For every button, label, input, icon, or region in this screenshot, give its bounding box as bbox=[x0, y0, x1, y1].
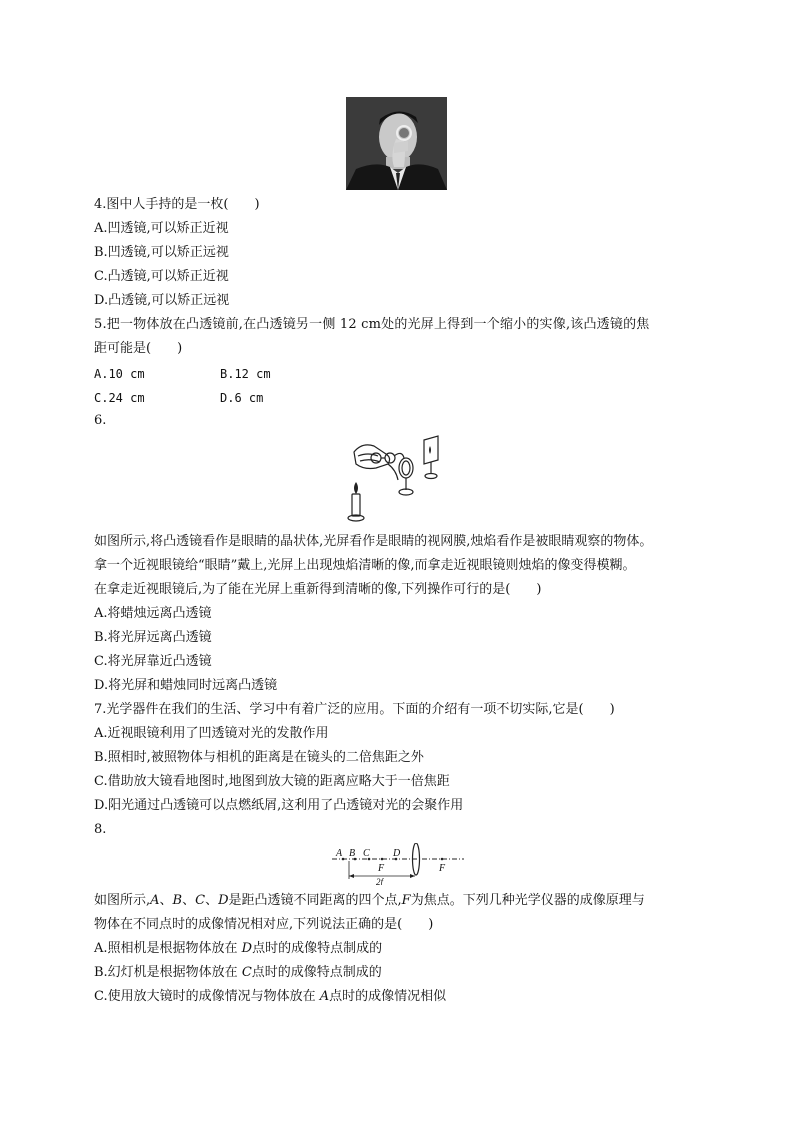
q8-option-b bbox=[94, 964, 382, 982]
q8-option-a-point: D bbox=[241, 941, 253, 956]
point-a: A bbox=[150, 893, 160, 908]
q4-option-d: D.凸透镜,可以矫正远视 bbox=[94, 293, 230, 308]
q8-option-c-point: A bbox=[319, 989, 330, 1004]
lens-points-figure bbox=[330, 843, 466, 889]
q4-option-c: C.凸透镜,可以矫正近视 bbox=[94, 269, 229, 284]
label-f-left: F bbox=[378, 863, 385, 874]
q8-option-b-point: C bbox=[241, 965, 252, 980]
q5-option-a: A.10 cm bbox=[94, 367, 145, 381]
q5-stem-line2: 距可能是( ) bbox=[94, 341, 183, 356]
q6-text-line1: 如图所示,将凸透镜看作是眼睛的晶状体,光屏看作是眼睛的视网膜,烛焰看作是被眼睛观察的物体。 bbox=[94, 534, 653, 549]
q8-option-a bbox=[94, 940, 382, 958]
lens-candle-screen-figure bbox=[346, 434, 450, 530]
q6-text-line3: 在拿走近视眼镜后,为了能在光屏上重新得到清晰的像,下列操作可行的是( ) bbox=[94, 582, 542, 597]
q8-option-a-post: 点时的成像特点制成的 bbox=[252, 941, 383, 956]
label-d: D bbox=[393, 848, 401, 859]
q5-option-b: B.12 cm bbox=[220, 367, 271, 381]
q8-text-line1: 如图所示,A、B、C、D是距凸透镜不同距离的四个点,F为焦点。下列几种光学仪器的成像原理与 bbox=[94, 893, 645, 908]
q8-option-c-pre: C.使用放大镜时的成像情况与物体放在 bbox=[94, 989, 320, 1004]
focus-symbol: F bbox=[401, 893, 411, 908]
q8-option-b-pre: B.幻灯机是根据物体放在 bbox=[94, 965, 242, 980]
q8-option-b-post: 点时的成像特点制成的 bbox=[251, 965, 382, 980]
q4-option-b: B.凹透镜,可以矫正远视 bbox=[94, 245, 229, 260]
q7-option-b: B.照相时,被照物体与相机的距离是在镜头的二倍焦距之外 bbox=[94, 750, 424, 765]
q6-option-b: B.将光屏远离凸透镜 bbox=[94, 630, 212, 645]
label-a: A bbox=[336, 848, 343, 859]
q8-option-c-post: 点时的成像情况相似 bbox=[329, 989, 447, 1004]
q6-text-line2: 拿一个近视眼镜给“眼睛”戴上,光屏上出现烛焰清晰的像,而拿走近视眼镜则烛焰的像变得模糊。 bbox=[94, 558, 636, 573]
point-b: B bbox=[172, 893, 183, 908]
q6-number: 6. bbox=[94, 413, 107, 428]
q7-option-d: D.阳光通过凸透镜可以点燃纸屑,这利用了凸透镜对光的会聚作用 bbox=[94, 798, 464, 813]
q7-option-a: A.近视眼镜利用了凹透镜对光的发散作用 bbox=[94, 726, 329, 741]
q8-option-a-pre: A.照相机是根据物体放在 bbox=[94, 941, 242, 956]
q5-option-c: C.24 cm bbox=[94, 391, 145, 405]
man-with-lens-photo bbox=[346, 97, 447, 190]
q5-option-d: D.6 cm bbox=[220, 391, 264, 405]
q5-stem-line1: 5.把一物体放在凸透镜前,在凸透镜另一侧 12 cm处的光屏上得到一个缩小的实像,该凸透镜的焦 bbox=[94, 317, 650, 332]
label-2f: 2f bbox=[376, 877, 384, 885]
label-b: B bbox=[349, 848, 356, 859]
q7-stem: 7.光学器件在我们的生活、学习中有着广泛的应用。下面的介绍有一项不切实际,它是( ) bbox=[94, 702, 615, 717]
point-c: C bbox=[195, 893, 206, 908]
q6-option-a: A.将蜡烛远离凸透镜 bbox=[94, 606, 212, 621]
label-f-right: F bbox=[439, 863, 446, 874]
q4-stem: 4.图中人手持的是一枚( ) bbox=[94, 197, 260, 212]
q7-option-c: C.借助放大镜看地图时,地图到放大镜的距离应略大于一倍焦距 bbox=[94, 774, 450, 789]
label-c: C bbox=[363, 848, 370, 859]
q8-text-mid: 是距凸透镜不同距离的四个点, bbox=[228, 893, 402, 908]
q8-text-pre: 如图所示, bbox=[94, 893, 151, 908]
q8-option-c bbox=[94, 988, 446, 1006]
q8-text-post: 为焦点。下列几种光学仪器的成像原理与 bbox=[410, 893, 645, 908]
point-d: D bbox=[218, 893, 229, 908]
q6-option-c: C.将光屏靠近凸透镜 bbox=[94, 654, 212, 669]
q8-number: 8. bbox=[94, 822, 107, 837]
q4-option-a: A.凹透镜,可以矫正近视 bbox=[94, 221, 229, 236]
q8-text-line2: 物体在不同点时的成像情况相对应,下列说法正确的是( ) bbox=[94, 917, 434, 932]
q6-option-d: D.将光屏和蜡烛同时远离凸透镜 bbox=[94, 678, 278, 693]
